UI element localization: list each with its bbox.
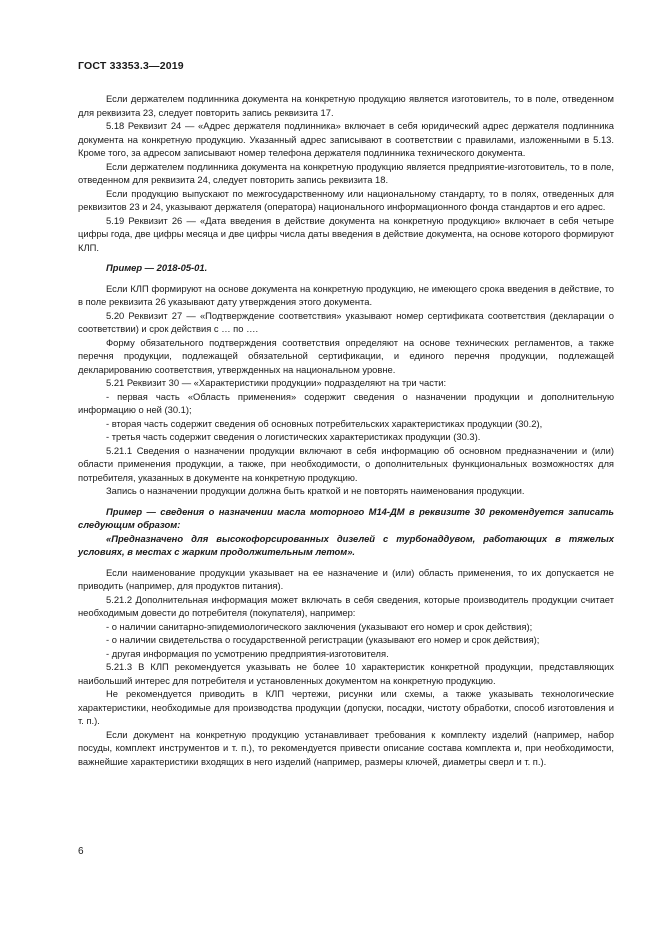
- paragraph: Если КЛП формируют на основе документа на конкретную продукцию, не имеющего срока введения в действие, то в поле реквизита 26 указывают дату утверждения этого документа.: [78, 282, 614, 307]
- list-item: - вторая часть содержит сведения об основных потребительских характеристиках продукции (30.2),: [106, 417, 543, 429]
- paragraph: 5.18 Реквизит 24 — «Адрес держателя подлинника» включает в себя юридический адрес держателя подлинника документа на конкретную продукцию. Указанный адрес записывают в соответствии с правилами, изложенными в 5.13. Кроме того, за адресом записывают номер телефона держателя подлинника технического документа.: [78, 120, 614, 158]
- paragraph: 5.21 Реквизит 30 — «Характеристики продукции» подразделяют на три части:: [106, 377, 447, 388]
- paragraph: 5.21.2 Дополнительная информация может включать в себя сведения, которые производитель продукции считает необходимым довести до потребителя (покупателя), например:: [78, 593, 614, 618]
- list-item: - о наличии свидетельства о государственной регистрации (указывают его номер и срок действия);: [106, 634, 540, 645]
- paragraph: Не рекомендуется приводить в КЛП чертежи, рисунки или схемы, а также указывать технологические характеристики, необходимые для производства продукции (допуски, посадки, чистоту обработки, способ изготовления и т. п.).: [78, 688, 614, 726]
- list-item: - третья часть содержит сведения о логистических характеристиках продукции (30.3).: [106, 431, 481, 442]
- example-paragraph: Пример — 2018-05-01.: [106, 262, 208, 273]
- document-header: ГОСТ 33353.3—2019: [78, 60, 184, 72]
- paragraph: Если держателем подлинника документа на конкретную продукцию является предприятие-изготовитель, то в поле, отведенном для реквизита 24, следует повторить запись реквизита 18.: [78, 160, 614, 185]
- paragraph: 5.21.1 Сведения о назначении продукции включают в себя информацию об основном предназначении и (или) области применения продукции, а также, при необходимости, о дополнительных функциональных возможностях для потребителя, указанных в документе на конкретную продукцию.: [78, 444, 614, 483]
- paragraph: 5.19 Реквизит 26 — «Дата введения в действие документа на конкретную продукцию» включает в себя четыре цифры года, две цифры месяца и две цифры числа даты введения в действие документа, на основе которого формируют КЛП.: [78, 214, 614, 253]
- paragraph: Если наименование продукции указывает на ее назначение и (или) область применения, то их допускается не приводить (например, для продуктов питания).: [78, 566, 614, 591]
- paragraph: 5.21.3 В КЛП рекомендуется указывать не более 10 характеристик конкретной продукции, представляющих наибольший интерес для потребителя и установленных документом на конкретную продукцию.: [78, 661, 614, 686]
- page-number: 6: [78, 846, 84, 857]
- paragraph: Запись о назначении продукции должна быть краткой и не повторять наименования продукции.: [106, 485, 525, 496]
- paragraph: Если продукцию выпускают по межгосударственному или национальному стандарту, то в полях, отведенных для реквизитов 23 и 24, указывают держателя (оператора) национального информационного фонда стандартов и его адрес.: [78, 187, 614, 212]
- paragraph: Форму обязательного подтверждения соответствия определяют на основе технических регламентов, а также перечня продукции, подлежащей обязательной сертификации, и единого перечня продукции, подлежащей декларированию соответствия, утвержденных на национальном уровне.: [78, 336, 614, 375]
- list-item: - о наличии санитарно-эпидемиологического заключения (указывают его номер и срок действия);: [106, 620, 533, 632]
- paragraph: 5.20 Реквизит 27 — «Подтверждение соответствия» указывают номер сертификата соответствия (декларации о соответствии) и срок действия с … по ….: [78, 309, 614, 334]
- list-item: - первая часть «Область применения» содержит сведения о назначении продукции и дополнительную информацию о ней (30.1);: [78, 390, 614, 415]
- document-body: [78, 92, 614, 768]
- list-item: - другая информация по усмотрению предприятия-изготовителя.: [106, 647, 389, 659]
- paragraph: Если держателем подлинника документа на конкретную продукцию является изготовитель, то в поле, отведенном для реквизита 23, следует повторить запись реквизита 17.: [78, 93, 614, 118]
- paragraph: Если документ на конкретную продукцию устанавливает требования к комплекту изделий (например, набор посуды, комплект инструментов и т. п.), то рекомендуется привести описание состава комплекта и, при необходимости, важнейшие характеристики входящих в него изделий (например, размеры ключей, диаметры сверл и т. п.).: [78, 728, 614, 767]
- example-paragraph: «Предназначено для высокофорсированных дизелей с турбонаддувом, работающих в тяжелых условиях, в местах с жарким продолжительным летом».: [78, 532, 614, 557]
- example-paragraph: Пример — сведения о назначении масла моторного М14-ДМ в реквизите 30 рекомендуется записать следующим образом:: [78, 505, 614, 530]
